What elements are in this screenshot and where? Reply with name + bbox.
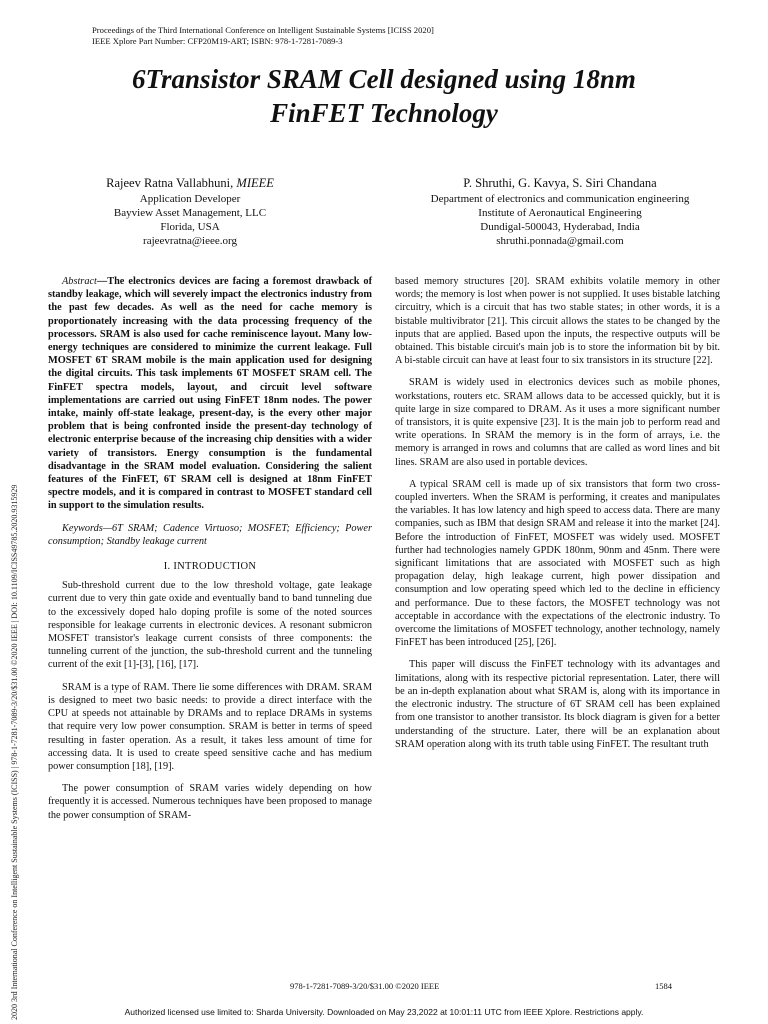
left-paragraph-1: Sub-threshold current due to the low threshold voltage, gate leakage current due to very thin gate oxide and eventually band to band tunneling due to the excessively doped halo doping profile is some of the noted sources responsible for leakage currents in electronic devices. A resonant submicron MOSFET transistor's leakage current consists of three components: the tunneling current of the junction, the sub-threshold current and the tunneling current of the exit [1]-[3], [16], [17]. [48,580,372,671]
author-block-2 [395,174,725,248]
author-1-role: Application Developer [139,193,241,205]
right-column [395,275,720,751]
author-2-email: shruthi.ponnada@gmail.com [496,235,624,247]
author-2-location: Dundigal-500043, Hyderabad, India [480,221,640,233]
right-paragraph-2: A typical SRAM cell is made up of six transistors that form two cross-coupled inverters. When the SRAM is performing, it creates and manipulates the variables. It has low latency and high speed to access data. There are many companies, such as IBM that design SRAM and release it into the market [24]. Before the introduction of FinFET, MOSFET was widely used. MOSFET further had technologies namely GPDK 180nm, 90nm and 45nm. There were significant limitations that are associated with MOSFET such as high propagation delay, high leakage current, high power dissipation and consumption and low operating speed which led to the decline in efficiency and performance. Due to these factors, the MOSFET technology was not acceptable in accordance with the expectations of the electronic industry. To overcome the limitations of MOSFET technology, another technology, namely FinFET has been introduced [25], [26]. [395,478,720,649]
author-1-email: rajeevratna@ieee.org [143,235,237,247]
author-1-org: Bayview Asset Management, LLC [113,207,267,219]
author-2-org: Institute of Aeronautical Engineering [478,207,642,219]
keywords: Keywords—6T SRAM; Cadence Virtuoso; MOSFET; Efficiency; Power consumption; Standby leakage current [48,522,372,547]
right-paragraph-1: SRAM is widely used in electronics devices such as mobile phones, workstations, routers etc. SRAM allows data to be accessed quickly, but it is quite large in size compared to DRAM. As it uses a more significant number of transistors, it is quite expensive [23]. It is the main job to perform read and write operations. In SRAM the memory is in the form of arrays, i.e. the memory is arranged in rows and columns that are called as word lines and bit lines. SRAM are also used in portable devices. [395,377,720,468]
left-paragraph-2: SRAM is a type of RAM. There lie some differences with DRAM. SRAM is designed to meet two basic needs: to provide a direct interface with the CPU at speeds not attainable by DRAMs and to replace DRAMs in systems that require very low power consumption. SRAM is better in terms of speed resulting in faster operation. As a result, it takes less amount of time for accessing data. It is used to create speed sensitive cache and has medium power consumption [18], [19]. [48,681,372,772]
abstract [48,275,372,513]
abstract-text: —The electronics devices are facing a foremost drawback of standby leakage, which will severely impact the electronics industry from the past few decades. As well as the need for cache memory is proportionately increasing with the data processing frequency of the processors. SRAM is also used for cache reminiscence layout. Many low-energy techniques are considered to minimize the current leakage. Full MOSFET 6T SRAM mobile is the main application used for designing the digital circuits. This task implements 6T MOSFET SRAM cell. The FinFET spectra models, layout, and circuit level software implementations are carried out using FinFET 18nm nodes. The power intake, mainly off-state leakage, present-day, is the every other major problem that is being confronted inside the present-day technology of electronic enterprise because of the increasing chip densities with a wider variety of transistors. Energy consumption is the fundamental disadvantage in the SRAM model evaluation. Considering the salient features of the FinFET, 6T SRAM cell is designed at 18nm FinFET spectre models, and it is compared in contrast to MOSFET standard cell in support to the simulation results. [48,276,372,512]
license-notice: Authorized licensed use limited to: Sharda University. Downloaded on May 23,2022 at 10:01:11 UTC from IEEE Xplore. Restrictions apply. [124,1007,644,1017]
left-paragraph-3: The power consumption of SRAM varies widely depending on how frequently it is accessed. Numerous techniques have been proposed to manage the power consumption of SRAM- [48,783,372,821]
left-column [48,275,372,822]
proceedings-header [92,25,434,47]
author-1-location: Florida, USA [160,221,220,233]
author-block-1 [60,174,320,248]
copyright-notice: 978-1-7281-7089-3/20/$31.00 ©2020 IEEE [290,981,440,991]
proceedings-line: Proceedings of the Third International Conference on Intelligent Sustainable Systems [ICISS 2020] [92,25,434,35]
author-2-dept: Department of electronics and communication engineering [430,193,690,205]
author-1-name: Rajeev Ratna Vallabhuni, MIEEE [106,176,274,190]
xplore-line: IEEE Xplore Part Number: CFP20M19-ART; ISBN: 978-1-7281-7089-3 [92,36,343,46]
title-line-1: 6Transistor SRAM Cell designed using 18nm [132,64,636,94]
title-line-2: FinFET Technology [270,98,498,128]
paper-title [0,62,768,130]
section-heading-introduction: I. INTRODUCTION [163,561,257,573]
right-paragraph-continued: based memory structures [20]. SRAM exhibits volatile memory in other words; the memory is lost when power is not supplied. It uses bistable latching circuitry, which is a circuit that has two stable states; in other words, it is a bistable multivibrator [21]. This circuit allows the states to be changed by the inputs that are applied. Based upon the inputs, the respective outputs will be obtained. This bistable circuit's main job is to store the information bit by bit. A bi-stable circuit can have at least four to six transistors in its structure [22]. [395,276,720,367]
right-paragraph-3: This paper will discuss the FinFET technology with its advantages and limitations, along with its respective pictorial representation. Later, there will be an in-depth explanation about what SRAM is, along with its importance in the electronic industry. The structure of 6T SRAM cell has been explained from one transistor to another transistor. Its block diagram is given for a better understanding of the structure. Later, there will be an explanation about SRAM operation along with its truth table using FinFET. The resultant truth [395,659,720,750]
abstract-label: Abstract [62,276,97,287]
page-number: 1584 [655,981,672,991]
author-2-name: P. Shruthi, G. Kavya, S. Siri Chandana [463,176,657,190]
side-citation: 2020 3rd International Conference on Intelligent Sustainable Systems (ICISS) | 978-1-7281-7089-3/20/$31.00 ©2020 IEEE | DOI: 10.1109/ICISS49785.2020.9315929 [10,484,19,1020]
